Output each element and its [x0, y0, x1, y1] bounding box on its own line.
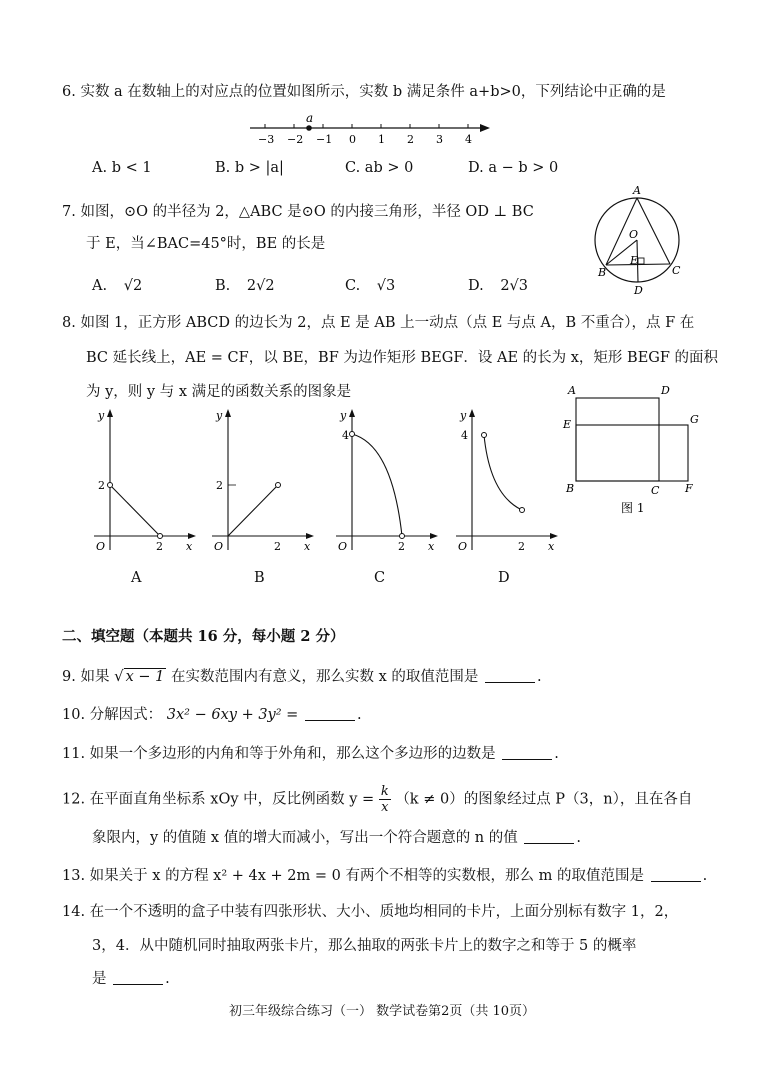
q9: 9. 如果 √ x − 1 在实数范围内有意义，那么实数 x 的取值范围是 . [62, 667, 542, 685]
q14-line3-wrap [92, 969, 170, 989]
q14-end: . [165, 971, 170, 987]
q12-post: （k ≠ 0）的图象经过点 P（3，n），且在各自 [395, 791, 693, 808]
fig1-label-b: B [566, 482, 575, 495]
graph-c [330, 405, 445, 555]
q11 [62, 744, 559, 764]
q7-circle-figure [590, 180, 690, 300]
fig7-label-c: C [672, 264, 681, 277]
fig1-label-a: A [568, 384, 576, 397]
q6-text: 6. 实数 a 在数轴上的对应点的位置如图所示，实数 b 满足条件 a+b>0，下列结论中正确的是 [62, 84, 666, 100]
q12-line1 [62, 784, 692, 815]
graph-c-ylabel: y [340, 409, 347, 422]
number-line [245, 110, 495, 152]
q8-line3: 为 y，则 y 与 x 满足的函数关系的图象是 [86, 384, 352, 400]
graph-b [206, 405, 321, 555]
number-line-tick-label: −3 [258, 133, 275, 146]
q7-option-b-value: 2√2 [246, 278, 275, 294]
q14-line3: 是 [92, 971, 107, 987]
q14-answer-blank[interactable] [113, 970, 163, 985]
fig7-label-o: O [629, 228, 639, 241]
q10-pre: 10. 分解因式： [62, 707, 163, 723]
graph-b-ytick: 2 [216, 479, 223, 492]
q10-expr: 3x² − 6xy + 3y² = [166, 707, 299, 723]
q7-text-line2: 于 E，当∠BAC=45°时，BE 的长是 [86, 236, 326, 252]
q7-option-a-value: √2 [123, 278, 143, 294]
q14-line1: 14. 在一个不透明的盒子中装有四张形状、大小、质地均相同的卡片，上面分别标有数字 1，2， [62, 904, 679, 920]
q13-text: 13. 如果关于 x 的方程 x² + 4x + 2m = 0 有两个不相等的实数根，那么 m 的取值范围是 [62, 868, 644, 884]
figure-1 [558, 380, 708, 520]
graph-a-ytick: 2 [98, 479, 105, 492]
graph-d-ytick: 4 [461, 429, 468, 442]
point-a [306, 125, 312, 131]
q9-answer-blank[interactable] [485, 668, 535, 683]
q11-answer-blank[interactable] [502, 745, 552, 760]
graph-b-ylabel: y [216, 409, 223, 422]
fig1-label-g: G [690, 413, 699, 426]
q9-pre: 9. 如果 [62, 669, 110, 685]
number-line-tick-label: 1 [378, 133, 385, 146]
number-line-tick-label: 3 [436, 133, 443, 146]
graph-b-xlabel: x [304, 540, 311, 553]
q7-option-a: A. [92, 278, 108, 294]
page-footer: 初三年级综合练习（一） 数学试卷第2页（共 10页） [228, 1004, 536, 1019]
graph-a-xtick: 2 [156, 540, 163, 553]
fig1-label-c: C [651, 484, 660, 497]
graph-c-origin: O [338, 540, 348, 553]
q11-text: 11. 如果一个多边形的内角和等于外角和，那么这个多边形的边数是 [62, 746, 496, 762]
graph-c-label: C [374, 570, 386, 586]
graph-d-origin: O [458, 540, 468, 553]
graph-a-ylabel: y [98, 409, 105, 422]
q6-option-a: A. b < 1 [92, 160, 152, 176]
fig7-label-d: D [634, 284, 643, 297]
q10 [62, 705, 362, 725]
graph-a-xlabel: x [186, 540, 193, 553]
fig7-label-e: E [630, 254, 639, 267]
graph-a-origin: O [96, 540, 106, 553]
q10-answer-blank[interactable] [305, 706, 355, 721]
q12-frac-num: k [380, 784, 389, 799]
graph-b-xtick: 2 [274, 540, 281, 553]
fig1-label-f: F [685, 482, 693, 495]
graph-c-xtick: 2 [398, 540, 405, 553]
q12-pre: 12. 在平面直角坐标系 xOy 中，反比例函数 y = [62, 791, 375, 808]
number-line-tick-label: 4 [465, 133, 472, 146]
q7-option-c-value: √3 [376, 278, 396, 294]
q7-option-d: D. [468, 278, 484, 294]
fig7-label-b: B [598, 266, 607, 279]
q12-line2: 象限内，y 的值随 x 值的增大而减小，写出一个符合题意的 n 的值 [92, 830, 518, 846]
graph-a [88, 405, 203, 555]
q9-end: . [537, 669, 542, 685]
q12-fraction [379, 784, 391, 815]
q13-end: . [702, 868, 708, 884]
fig1-label-d: D [661, 384, 670, 397]
graph-c-ytick: 4 [342, 429, 349, 442]
section-2-title: 二、填空题（本题共 16 分，每小题 2 分） [62, 628, 345, 645]
q8-line1: 8. 如图 1，正方形 ABCD 的边长为 2，点 E 是 AB 上一动点（点 E 与点 A，B 不重合），点 F 在 [62, 315, 695, 331]
graph-a-label: A [131, 570, 142, 586]
q10-end: . [356, 707, 362, 723]
graph-b-label: B [254, 570, 265, 586]
number-line-tick-label: 2 [407, 133, 414, 146]
q11-end: . [554, 746, 559, 762]
graph-b-origin: O [214, 540, 224, 553]
graph-d-xlabel: x [548, 540, 555, 553]
q14-line2: 3，4．从中随机同时抽取两张卡片，那么抽取的两张卡片上的数字之和等于 5 的概率 [92, 938, 637, 954]
q13-answer-blank[interactable] [651, 867, 701, 882]
number-line-tick-label: −1 [316, 133, 333, 146]
graph-d-label: D [498, 570, 510, 586]
fig1-caption: 图 1 [621, 501, 645, 515]
number-line-tick-label: 0 [349, 133, 356, 146]
graph-d-xtick: 2 [518, 540, 525, 553]
q6-option-d: D. a − b > 0 [468, 160, 559, 176]
fig1-label-e: E [563, 418, 572, 431]
q6-option-b: B. b > |a| [215, 160, 284, 176]
q12-line2-wrap [92, 828, 581, 848]
graph-d-ylabel: y [460, 409, 467, 422]
number-line-tick-label: −2 [287, 133, 304, 146]
q12-end: . [576, 830, 581, 846]
q9-post: 在实数范围内有意义，那么实数 x 的取值范围是 [171, 669, 479, 685]
q8-line2: BC 延长线上，AE = CF，以 BE，BF 为边作矩形 BEGF．设 AE 的长为 x，矩形 BEGF 的面积 [86, 350, 719, 366]
graph-c-xlabel: x [428, 540, 435, 553]
q7-text-line1: 7. 如图，⊙O 的半径为 2，△ABC 是⊙O 的内接三角形，半径 OD ⊥ BC [62, 204, 534, 220]
graph-d [450, 405, 565, 555]
fig7-label-a: A [633, 184, 641, 197]
q12-frac-den: x [381, 800, 389, 815]
point-a-label: a [306, 111, 314, 125]
q7-option-b: B. [215, 278, 231, 294]
q9-radicand: x − 1 [125, 669, 165, 685]
q6-option-c: C. ab > 0 [345, 160, 414, 176]
q7-option-c: C. [345, 278, 361, 294]
q12-answer-blank[interactable] [524, 829, 574, 844]
q13 [62, 866, 707, 886]
q7-option-d-value: 2√3 [500, 278, 529, 294]
